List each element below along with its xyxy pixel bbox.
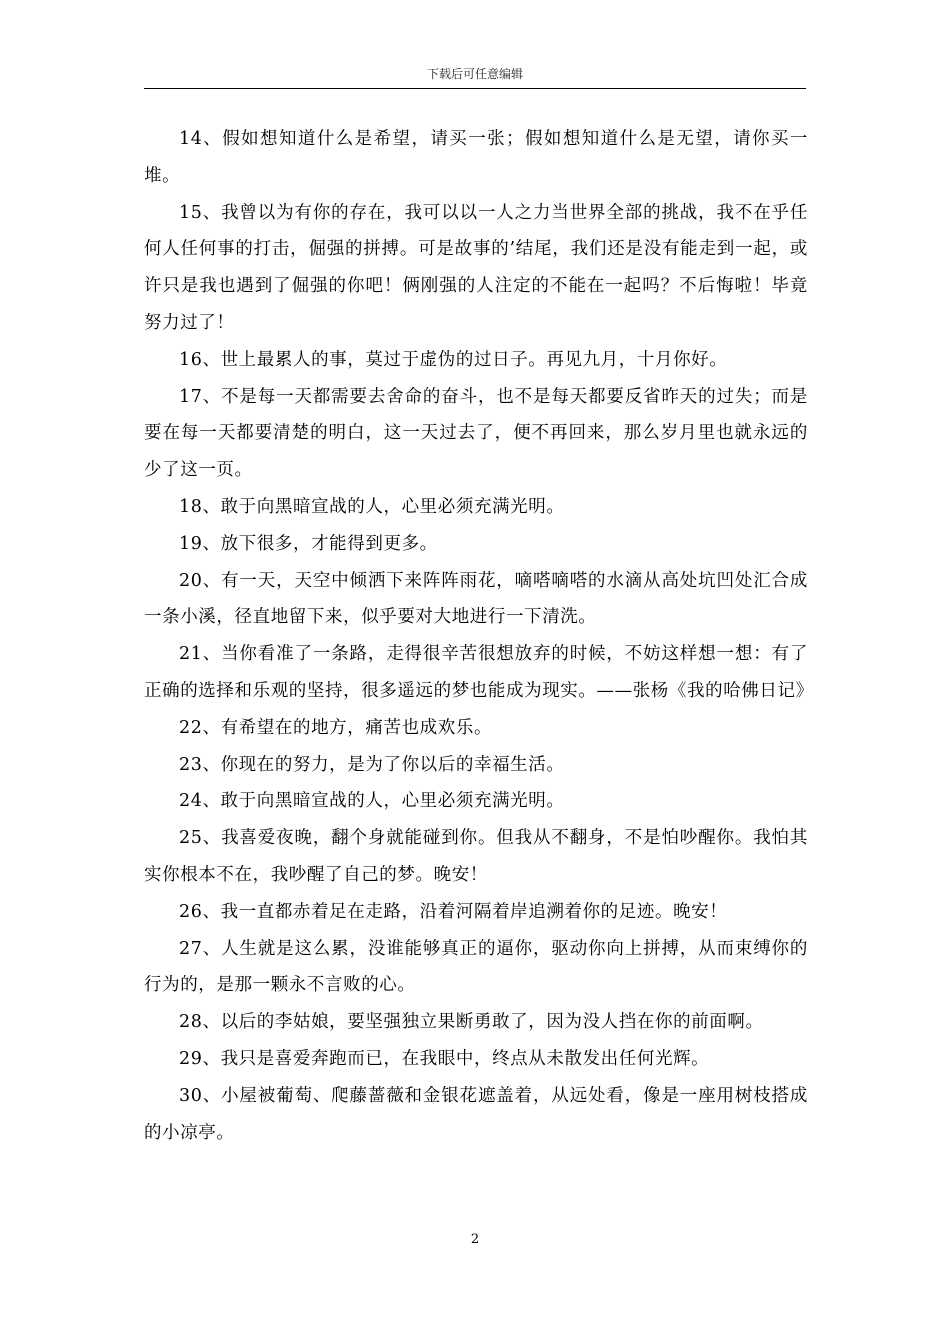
paragraph-17: 17、不是每一天都需要去舍命的奋斗，也不是每天都要反省昨天的过失；而是要在每一天都要清楚的明白，这一天过去了，便不再回来，那么岁月里也就永远的少了这一页。 (144, 386, 808, 481)
paragraph-19: 19、放下很多，才能得到更多。 (179, 533, 438, 554)
paragraph-14: 14、假如想知道什么是希望，请买一张；假如想知道什么是无望，请你买一堆。 (144, 129, 808, 186)
paragraph-29: 29、我只是喜爱奔跑而已，在我眼中，终点从未散发出任何光辉。 (179, 1048, 710, 1069)
paragraph-24: 24、敢于向黑暗宣战的人，心里必须充满光明。 (179, 791, 565, 812)
paragraph-15: 15、我曾以为有你的存在，我可以以一人之力当世界全部的挑战，我不在乎任何人任何事的打击，倔强的拼搏。可是故事的’结尾，我们还是没有能走到一起，或许只是我也遇到了倔强的你吧！俩刚强的人注定的不能在一起吗？不后悔啦！毕竟努力过了！ (144, 202, 808, 333)
document-body (144, 121, 814, 1151)
paragraph-28: 28、以后的李姑娘，要坚强独立果断勇敢了，因为没人挡在你的前面啊。 (179, 1012, 764, 1033)
paragraph-23: 23、你现在的努力，是为了你以后的幸福生活。 (179, 754, 565, 775)
paragraph-26: 26、我一直都赤着足在走路，沿着河隔着岸追溯着你的足迹。晚安！ (179, 901, 728, 922)
paragraph-20: 20、有一天，天空中倾洒下来阵阵雨花，嘀嗒嘀嗒的水滴从高处坑凹处汇合成一条小溪，径直地留下来，似乎要对大地进行一下清洗。 (144, 570, 808, 628)
page-number: 2 (470, 1232, 480, 1247)
paragraph-30: 30、小屋被葡萄、爬藤蔷薇和金银花遮盖着，从远处看，像是一座用树枝搭成的小凉亭。 (144, 1085, 808, 1143)
paragraph-21: 21、当你看准了一条路，走得很辛苦很想放弃的时候，不妨这样想一想：有了正确的选择和乐观的坚持，很多遥远的梦也能成为现实。——张杨《我的哈佛日记》 (144, 644, 814, 701)
paragraph-22: 22、有希望在的地方，痛苦也成欢乐。 (179, 717, 493, 738)
paragraph-16: 16、世上最累人的事，莫过于虚伪的过日子。再见九月，十月你好。 (179, 349, 728, 370)
page-header: 下载后可任意编辑 (426, 67, 523, 81)
paragraph-18: 18、敢于向黑暗宣战的人，心里必须充满光明。 (179, 496, 565, 517)
paragraph-25: 25、我喜爱夜晚，翻个身就能碰到你。但我从不翻身，不是怕吵醒你。我怕其实你根本不在，我吵醒了自己的梦。晚安！ (144, 828, 808, 885)
header-divider (144, 88, 806, 89)
paragraph-27: 27、人生就是这么累，没谁能够真正的逼你，驱动你向上拼搏，从而束缚你的行为的，是那一颗永不言败的心。 (144, 938, 808, 996)
